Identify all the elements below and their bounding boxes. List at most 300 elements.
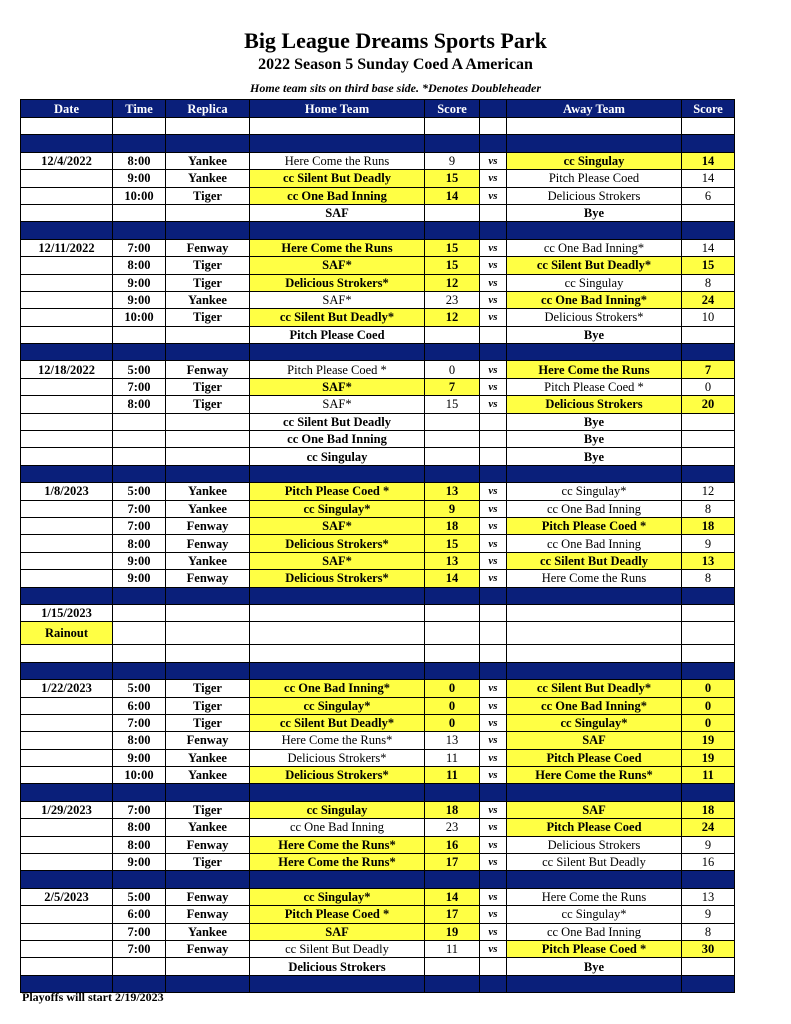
time-cell: 9:00 bbox=[113, 749, 166, 766]
date-separator-band bbox=[21, 587, 735, 604]
date-cell bbox=[21, 923, 113, 940]
band-cell bbox=[480, 662, 507, 679]
date-cell bbox=[21, 819, 113, 836]
band-cell bbox=[682, 871, 735, 888]
header-time: Time bbox=[113, 100, 166, 118]
away-team-cell: cc Silent But Deadly* bbox=[507, 680, 682, 697]
empty-cell bbox=[425, 622, 480, 645]
empty-cell bbox=[507, 645, 682, 662]
time-cell: 10:00 bbox=[113, 309, 166, 326]
game-row bbox=[21, 500, 735, 517]
date-cell bbox=[21, 291, 113, 308]
bye-label-cell: Bye bbox=[507, 413, 682, 430]
vs-cell: vs bbox=[480, 854, 507, 871]
field-cell: Yankee bbox=[166, 819, 250, 836]
blank-cell bbox=[480, 118, 507, 135]
time-cell: 8:00 bbox=[113, 396, 166, 413]
date-cell: 1/22/2023 bbox=[21, 680, 113, 697]
empty-cell bbox=[507, 604, 682, 621]
home-team-cell: cc Singulay* bbox=[250, 500, 425, 517]
band-cell bbox=[250, 222, 425, 239]
band-cell bbox=[21, 222, 113, 239]
game-row bbox=[21, 940, 735, 957]
field-cell: Tiger bbox=[166, 714, 250, 731]
vs-cell: vs bbox=[480, 361, 507, 378]
band-cell bbox=[480, 975, 507, 992]
date-cell bbox=[21, 552, 113, 569]
time-cell: 9:00 bbox=[113, 854, 166, 871]
date-cell: 1/15/2023 bbox=[21, 604, 113, 621]
field-cell: Yankee bbox=[166, 170, 250, 187]
home-team-cell: Here Come the Runs* bbox=[250, 732, 425, 749]
band-cell bbox=[480, 871, 507, 888]
empty-cell bbox=[682, 645, 735, 662]
away-team-cell: cc One Bad Inning bbox=[507, 500, 682, 517]
schedule-body bbox=[21, 118, 735, 993]
date-cell bbox=[21, 431, 113, 448]
time-cell bbox=[113, 204, 166, 221]
date-cell bbox=[21, 906, 113, 923]
band-cell bbox=[21, 784, 113, 801]
date-cell bbox=[21, 448, 113, 465]
away-team-cell: cc One Bad Inning* bbox=[507, 291, 682, 308]
date-separator-band bbox=[21, 222, 735, 239]
away-team-cell: SAF bbox=[507, 801, 682, 818]
home-team-cell: cc Silent But Deadly bbox=[250, 940, 425, 957]
away-team-cell: cc Silent But Deadly* bbox=[507, 257, 682, 274]
away-score-cell bbox=[682, 448, 735, 465]
home-team-cell: Delicious Strokers* bbox=[250, 570, 425, 587]
vs-cell bbox=[480, 204, 507, 221]
game-row bbox=[21, 732, 735, 749]
field-cell: Fenway bbox=[166, 361, 250, 378]
date-cell bbox=[21, 309, 113, 326]
time-cell bbox=[113, 431, 166, 448]
home-score-cell bbox=[425, 413, 480, 430]
time-cell: 7:00 bbox=[113, 714, 166, 731]
game-row bbox=[21, 257, 735, 274]
time-cell: 5:00 bbox=[113, 361, 166, 378]
date-cell: 2/5/2023 bbox=[21, 888, 113, 905]
home-score-cell: 15 bbox=[425, 396, 480, 413]
game-row bbox=[21, 378, 735, 395]
bye-team-cell: SAF bbox=[250, 204, 425, 221]
away-team-cell: cc Singulay bbox=[507, 274, 682, 291]
home-score-cell: 18 bbox=[425, 801, 480, 818]
date-cell bbox=[21, 749, 113, 766]
time-cell: 8:00 bbox=[113, 535, 166, 552]
band-cell bbox=[480, 222, 507, 239]
bye-row bbox=[21, 413, 735, 430]
field-cell bbox=[166, 326, 250, 343]
home-team-cell: SAF bbox=[250, 923, 425, 940]
home-score-cell: 23 bbox=[425, 291, 480, 308]
field-cell: Tiger bbox=[166, 187, 250, 204]
away-team-cell: Pitch Please Coed * bbox=[507, 940, 682, 957]
game-row bbox=[21, 923, 735, 940]
field-cell: Tiger bbox=[166, 309, 250, 326]
band-cell bbox=[166, 135, 250, 152]
field-cell: Tiger bbox=[166, 697, 250, 714]
page-subtitle: 2022 Season 5 Sunday Coed A American bbox=[258, 56, 533, 73]
away-team-cell: Pitch Please Coed bbox=[507, 819, 682, 836]
home-score-cell: 0 bbox=[425, 680, 480, 697]
home-score-cell: 13 bbox=[425, 483, 480, 500]
time-cell: 7:00 bbox=[113, 801, 166, 818]
field-cell: Fenway bbox=[166, 239, 250, 256]
home-score-cell: 17 bbox=[425, 906, 480, 923]
home-team-cell: SAF* bbox=[250, 552, 425, 569]
band-cell bbox=[166, 587, 250, 604]
band-cell bbox=[166, 975, 250, 992]
away-team-cell: Pitch Please Coed * bbox=[507, 517, 682, 534]
date-cell bbox=[21, 854, 113, 871]
field-cell: Tiger bbox=[166, 396, 250, 413]
field-cell bbox=[166, 431, 250, 448]
game-row bbox=[21, 819, 735, 836]
page-title: Big League Dreams Sports Park bbox=[244, 28, 547, 53]
band-cell bbox=[480, 135, 507, 152]
band-cell bbox=[507, 784, 682, 801]
date-cell bbox=[21, 396, 113, 413]
vs-cell bbox=[480, 431, 507, 448]
field-cell: Yankee bbox=[166, 500, 250, 517]
vs-cell: vs bbox=[480, 570, 507, 587]
band-cell bbox=[425, 871, 480, 888]
game-row bbox=[21, 239, 735, 256]
bye-row bbox=[21, 448, 735, 465]
time-cell: 9:00 bbox=[113, 570, 166, 587]
home-score-cell: 12 bbox=[425, 274, 480, 291]
game-row bbox=[21, 697, 735, 714]
away-team-cell: Delicious Strokers bbox=[507, 187, 682, 204]
band-cell bbox=[425, 344, 480, 361]
away-score-cell: 16 bbox=[682, 854, 735, 871]
away-team-cell: Here Come the Runs bbox=[507, 361, 682, 378]
band-cell bbox=[507, 662, 682, 679]
home-team-cell: cc Singulay* bbox=[250, 888, 425, 905]
away-score-cell: 14 bbox=[682, 152, 735, 169]
band-cell bbox=[480, 784, 507, 801]
game-row bbox=[21, 187, 735, 204]
game-row bbox=[21, 680, 735, 697]
band-cell bbox=[166, 662, 250, 679]
away-score-cell: 19 bbox=[682, 732, 735, 749]
away-score-cell: 30 bbox=[682, 940, 735, 957]
band-cell bbox=[507, 587, 682, 604]
home-score-cell: 14 bbox=[425, 187, 480, 204]
away-score-cell: 0 bbox=[682, 714, 735, 731]
date-cell: 12/11/2022 bbox=[21, 239, 113, 256]
blank-cell bbox=[250, 118, 425, 135]
empty-cell bbox=[480, 604, 507, 621]
home-score-cell: 14 bbox=[425, 570, 480, 587]
date-separator-band bbox=[21, 871, 735, 888]
band-cell bbox=[113, 135, 166, 152]
band-cell bbox=[682, 344, 735, 361]
band-cell bbox=[507, 135, 682, 152]
home-team-cell: Pitch Please Coed * bbox=[250, 361, 425, 378]
time-cell bbox=[113, 413, 166, 430]
date-cell: 1/29/2023 bbox=[21, 801, 113, 818]
home-team-cell: SAF* bbox=[250, 291, 425, 308]
home-score-cell: 9 bbox=[425, 500, 480, 517]
bye-row bbox=[21, 431, 735, 448]
home-team-cell: Here Come the Runs bbox=[250, 152, 425, 169]
time-cell: 6:00 bbox=[113, 697, 166, 714]
band-cell bbox=[250, 871, 425, 888]
bye-team-cell: cc Silent But Deadly bbox=[250, 413, 425, 430]
home-score-cell: 11 bbox=[425, 767, 480, 784]
game-row bbox=[21, 517, 735, 534]
header-away-score: Score bbox=[682, 100, 735, 118]
empty-cell bbox=[113, 622, 166, 645]
band-cell bbox=[682, 135, 735, 152]
time-cell: 5:00 bbox=[113, 483, 166, 500]
band-cell bbox=[425, 784, 480, 801]
band-cell bbox=[166, 871, 250, 888]
away-score-cell: 18 bbox=[682, 801, 735, 818]
vs-cell: vs bbox=[480, 500, 507, 517]
band-cell bbox=[21, 465, 113, 482]
away-score-cell: 9 bbox=[682, 535, 735, 552]
vs-cell: vs bbox=[480, 187, 507, 204]
date-cell bbox=[21, 570, 113, 587]
home-team-cell: cc One Bad Inning* bbox=[250, 680, 425, 697]
band-cell bbox=[480, 344, 507, 361]
home-score-cell: 18 bbox=[425, 517, 480, 534]
header-vs bbox=[480, 100, 507, 118]
home-team-cell: cc Singulay bbox=[250, 801, 425, 818]
away-team-cell: Pitch Please Coed bbox=[507, 170, 682, 187]
empty-cell bbox=[166, 645, 250, 662]
home-team-cell: Pitch Please Coed * bbox=[250, 483, 425, 500]
vs-cell: vs bbox=[480, 888, 507, 905]
home-score-cell: 0 bbox=[425, 361, 480, 378]
band-cell bbox=[682, 662, 735, 679]
vs-cell: vs bbox=[480, 170, 507, 187]
field-cell: Tiger bbox=[166, 274, 250, 291]
away-score-cell: 0 bbox=[682, 680, 735, 697]
home-score-cell: 17 bbox=[425, 854, 480, 871]
vs-cell: vs bbox=[480, 801, 507, 818]
blank-cell bbox=[425, 118, 480, 135]
vs-cell: vs bbox=[480, 732, 507, 749]
field-cell bbox=[166, 958, 250, 975]
vs-cell: vs bbox=[480, 517, 507, 534]
game-row bbox=[21, 552, 735, 569]
empty-cell bbox=[682, 622, 735, 645]
game-row bbox=[21, 483, 735, 500]
away-score-cell: 19 bbox=[682, 749, 735, 766]
game-row bbox=[21, 906, 735, 923]
away-score-cell bbox=[682, 413, 735, 430]
field-cell: Yankee bbox=[166, 152, 250, 169]
vs-cell: vs bbox=[480, 819, 507, 836]
bye-team-cell: cc Singulay bbox=[250, 448, 425, 465]
empty-cell bbox=[166, 604, 250, 621]
table-header-row bbox=[21, 100, 735, 118]
empty-cell bbox=[250, 645, 425, 662]
home-score-cell bbox=[425, 431, 480, 448]
away-team-cell: Delicious Strokers* bbox=[507, 309, 682, 326]
date-cell: 1/8/2023 bbox=[21, 483, 113, 500]
home-team-cell: cc One Bad Inning bbox=[250, 187, 425, 204]
home-team-cell: SAF* bbox=[250, 257, 425, 274]
field-cell: Yankee bbox=[166, 767, 250, 784]
field-cell: Fenway bbox=[166, 888, 250, 905]
home-score-cell: 15 bbox=[425, 257, 480, 274]
away-score-cell: 14 bbox=[682, 170, 735, 187]
date-cell bbox=[21, 535, 113, 552]
time-cell: 9:00 bbox=[113, 274, 166, 291]
home-score-cell: 19 bbox=[425, 923, 480, 940]
band-cell bbox=[425, 222, 480, 239]
band-cell bbox=[507, 975, 682, 992]
footer-note: Playoffs will start 2/19/2023 bbox=[22, 990, 164, 1004]
vs-cell: vs bbox=[480, 749, 507, 766]
date-cell bbox=[21, 326, 113, 343]
away-team-cell: cc Singulay* bbox=[507, 714, 682, 731]
date-separator-band bbox=[21, 784, 735, 801]
empty-date-row bbox=[21, 604, 735, 621]
band-cell bbox=[425, 975, 480, 992]
field-cell: Fenway bbox=[166, 906, 250, 923]
blank-row bbox=[21, 118, 735, 135]
bye-team-cell: Delicious Strokers bbox=[250, 958, 425, 975]
time-cell bbox=[113, 448, 166, 465]
game-row bbox=[21, 801, 735, 818]
field-cell: Fenway bbox=[166, 535, 250, 552]
date-cell bbox=[21, 645, 113, 662]
away-score-cell: 13 bbox=[682, 552, 735, 569]
vs-cell: vs bbox=[480, 239, 507, 256]
away-team-cell: cc One Bad Inning* bbox=[507, 697, 682, 714]
away-team-cell: cc Singulay* bbox=[507, 906, 682, 923]
away-score-cell: 11 bbox=[682, 767, 735, 784]
game-row bbox=[21, 396, 735, 413]
band-cell bbox=[425, 662, 480, 679]
game-row bbox=[21, 888, 735, 905]
home-team-cell: cc Silent But Deadly* bbox=[250, 714, 425, 731]
time-cell: 8:00 bbox=[113, 152, 166, 169]
header-note: Home team sits on third base side. *Denotes Doubleheader bbox=[250, 81, 541, 95]
vs-cell: vs bbox=[480, 552, 507, 569]
bye-team-cell: cc One Bad Inning bbox=[250, 431, 425, 448]
field-cell: Fenway bbox=[166, 570, 250, 587]
schedule-table bbox=[20, 99, 735, 993]
header-date: Date bbox=[21, 100, 113, 118]
game-row bbox=[21, 767, 735, 784]
home-team-cell: Delicious Strokers* bbox=[250, 767, 425, 784]
band-cell bbox=[507, 222, 682, 239]
away-score-cell bbox=[682, 326, 735, 343]
home-score-cell bbox=[425, 448, 480, 465]
field-cell: Tiger bbox=[166, 257, 250, 274]
band-cell bbox=[250, 135, 425, 152]
away-score-cell: 12 bbox=[682, 483, 735, 500]
band-cell bbox=[250, 784, 425, 801]
time-cell: 5:00 bbox=[113, 888, 166, 905]
home-team-cell: Delicious Strokers* bbox=[250, 274, 425, 291]
game-row bbox=[21, 854, 735, 871]
rainout-row bbox=[21, 622, 735, 645]
away-score-cell: 8 bbox=[682, 923, 735, 940]
header-away-team: Away Team bbox=[507, 100, 682, 118]
away-score-cell: 14 bbox=[682, 239, 735, 256]
time-cell: 9:00 bbox=[113, 552, 166, 569]
home-score-cell: 13 bbox=[425, 552, 480, 569]
field-cell: Tiger bbox=[166, 801, 250, 818]
away-score-cell: 15 bbox=[682, 257, 735, 274]
game-row bbox=[21, 535, 735, 552]
header-home-score: Score bbox=[425, 100, 480, 118]
away-team-cell: Pitch Please Coed bbox=[507, 749, 682, 766]
band-cell bbox=[507, 465, 682, 482]
away-score-cell: 24 bbox=[682, 819, 735, 836]
game-row bbox=[21, 309, 735, 326]
away-team-cell: Delicious Strokers bbox=[507, 836, 682, 853]
home-team-cell: Here Come the Runs* bbox=[250, 854, 425, 871]
bye-team-cell: Pitch Please Coed bbox=[250, 326, 425, 343]
field-cell: Yankee bbox=[166, 749, 250, 766]
band-cell bbox=[250, 344, 425, 361]
bye-row bbox=[21, 958, 735, 975]
blank-cell bbox=[507, 118, 682, 135]
date-separator-band bbox=[21, 344, 735, 361]
game-row bbox=[21, 749, 735, 766]
band-cell bbox=[682, 222, 735, 239]
band-cell bbox=[113, 784, 166, 801]
date-separator-band bbox=[21, 465, 735, 482]
vs-cell: vs bbox=[480, 923, 507, 940]
vs-cell bbox=[480, 413, 507, 430]
home-team-cell: cc Singulay* bbox=[250, 697, 425, 714]
vs-cell bbox=[480, 448, 507, 465]
away-score-cell: 7 bbox=[682, 361, 735, 378]
field-cell: Yankee bbox=[166, 552, 250, 569]
away-team-cell: Pitch Please Coed * bbox=[507, 378, 682, 395]
date-cell bbox=[21, 274, 113, 291]
empty-cell bbox=[682, 604, 735, 621]
away-score-cell: 24 bbox=[682, 291, 735, 308]
date-cell bbox=[21, 413, 113, 430]
home-score-cell bbox=[425, 326, 480, 343]
home-team-cell: cc Silent But Deadly bbox=[250, 170, 425, 187]
home-score-cell: 15 bbox=[425, 239, 480, 256]
field-cell: Fenway bbox=[166, 517, 250, 534]
away-team-cell: Here Come the Runs bbox=[507, 888, 682, 905]
field-cell: Tiger bbox=[166, 680, 250, 697]
date-cell bbox=[21, 500, 113, 517]
empty-cell bbox=[250, 604, 425, 621]
header-replica: Replica bbox=[166, 100, 250, 118]
vs-cell: vs bbox=[480, 396, 507, 413]
empty-cell bbox=[250, 622, 425, 645]
band-cell bbox=[21, 344, 113, 361]
vs-cell bbox=[480, 326, 507, 343]
empty-cell bbox=[113, 645, 166, 662]
time-cell: 7:00 bbox=[113, 940, 166, 957]
away-score-cell bbox=[682, 204, 735, 221]
band-cell bbox=[166, 344, 250, 361]
field-cell: Yankee bbox=[166, 291, 250, 308]
band-cell bbox=[507, 871, 682, 888]
band-cell bbox=[480, 465, 507, 482]
date-cell bbox=[21, 517, 113, 534]
away-team-cell: cc Silent But Deadly bbox=[507, 552, 682, 569]
vs-cell: vs bbox=[480, 535, 507, 552]
